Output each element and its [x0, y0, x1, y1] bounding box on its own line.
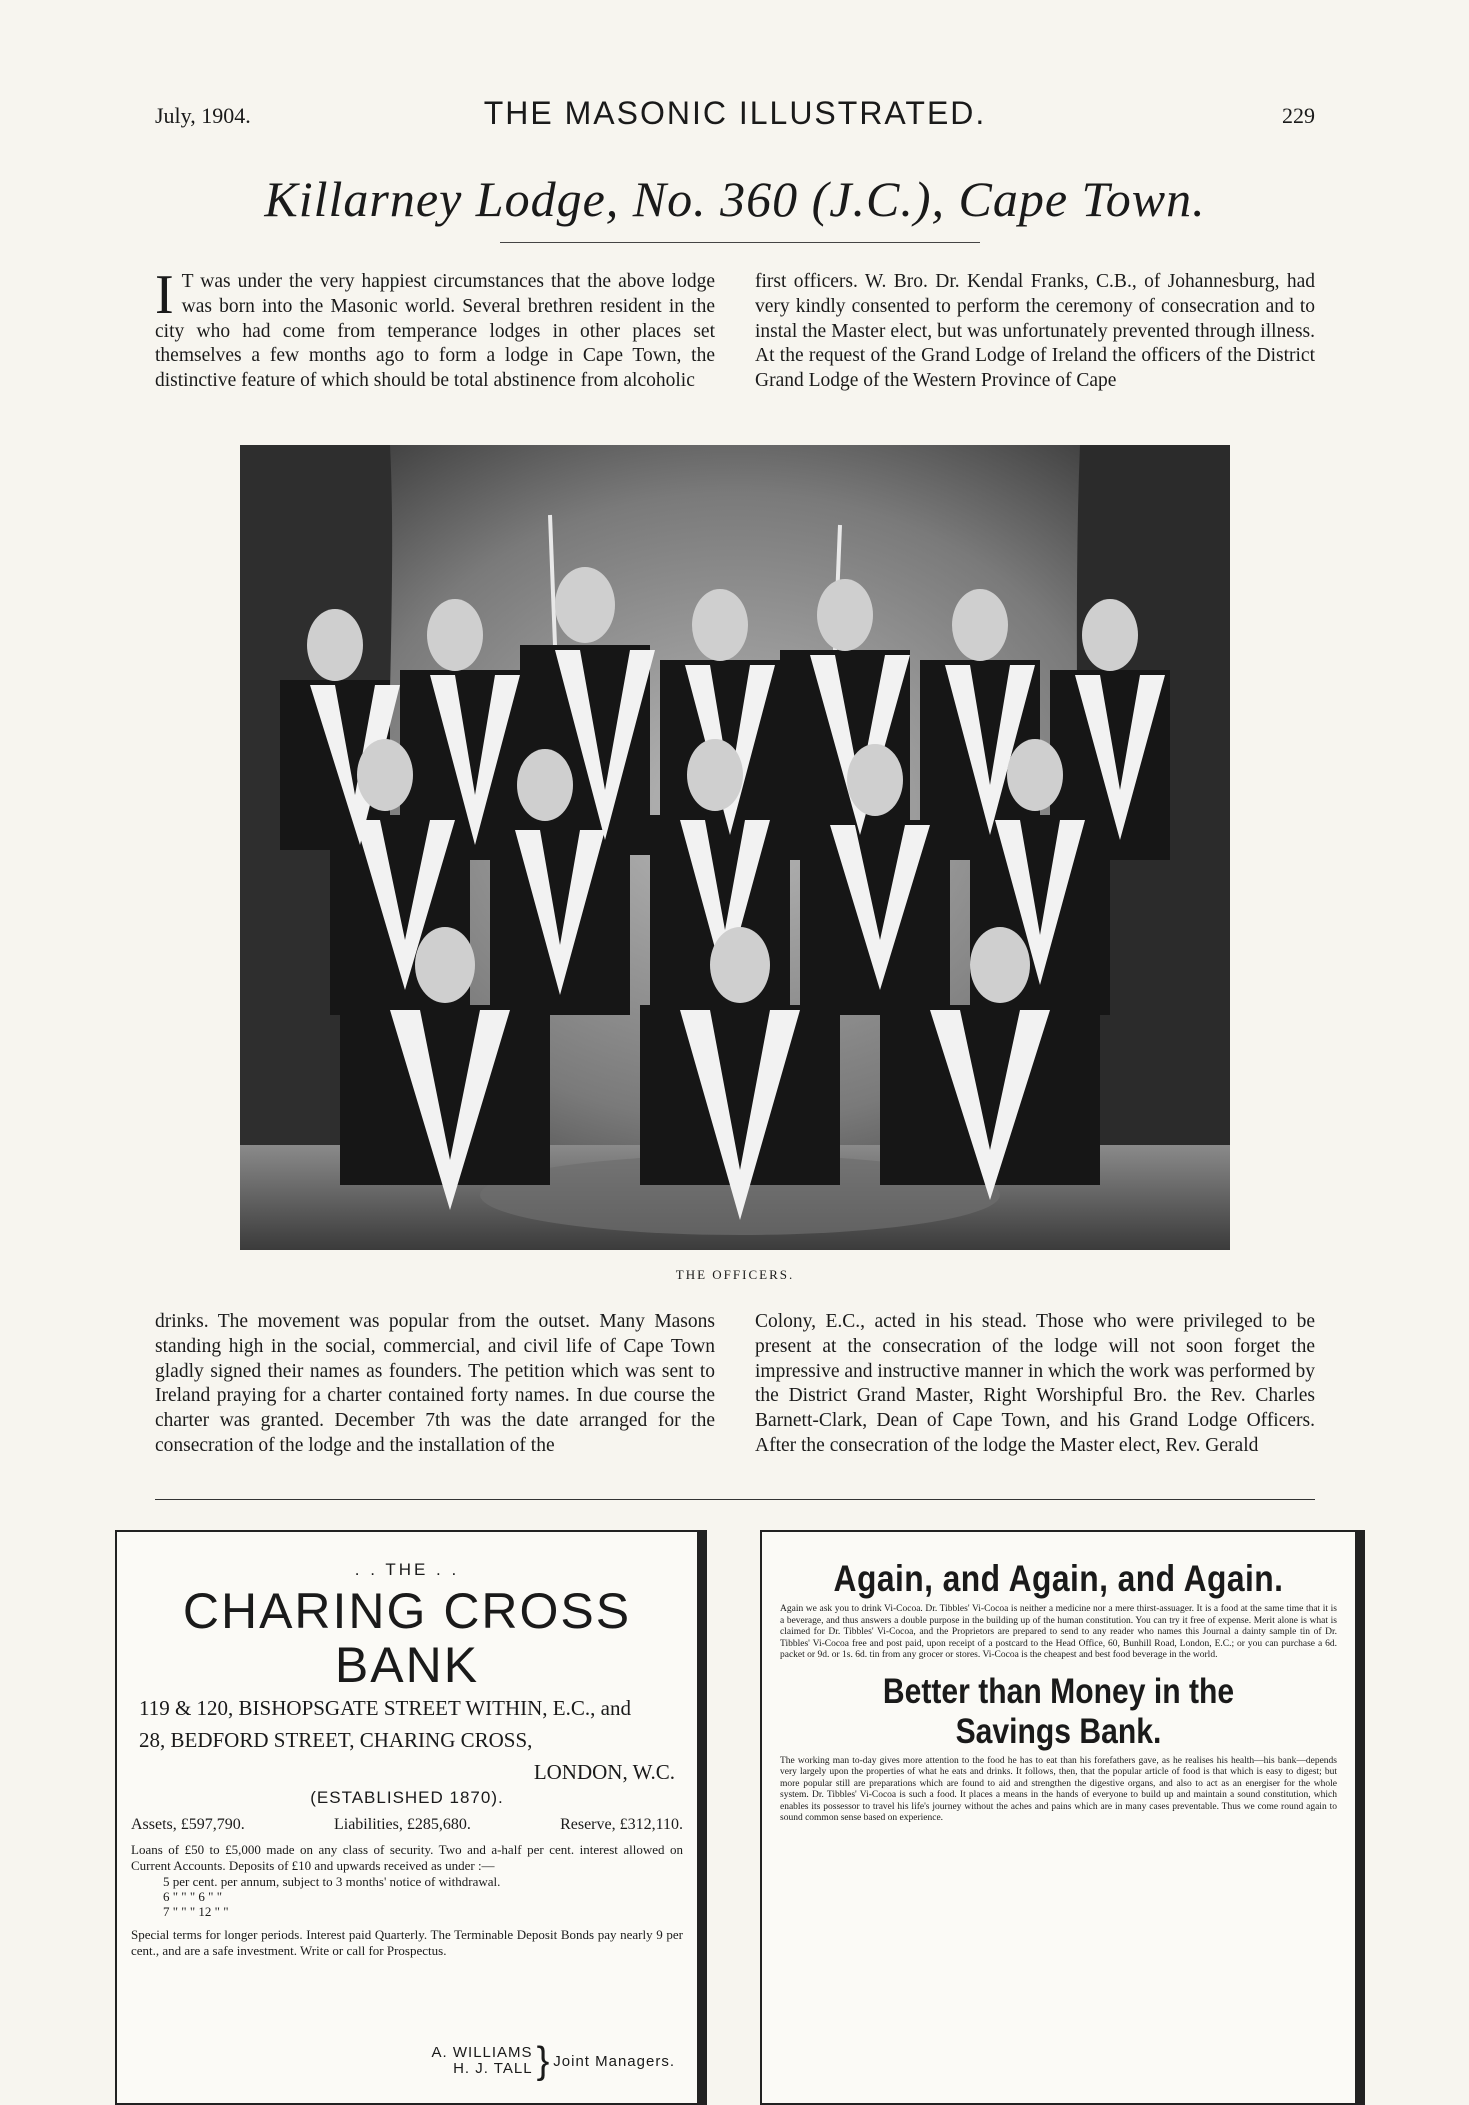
- article-column-3: drinks. The movement was popular from the outset. Many Masons standing high in the social, commercial, and civil life of Cape Town gladly signed their names as founders. The petition which was sent to Ireland praying for a charter contained forty names. In due course the charter was granted. December 7th was the date arranged for the consecration of the lodge and the installation of the: [155, 1311, 715, 1456]
- bank-special-terms: Special terms for longer periods. Interest paid Quarterly. The Terminable Deposit Bonds pay nearly 9 per cent., and are a safe investment. Write or call for Prospectus.: [131, 1927, 683, 1958]
- manager-2: H. J. TALL: [453, 2060, 533, 2077]
- article-column-2: first officers. W. Bro. Dr. Kendal Franks, C.B., of Johannesburg, had very kindly consented to perform the ceremony of consecration and to instal the Master elect, but was unfortunately prevented through illness. At the request of the Grand Lodge of Ireland the officers of the District Grand Lodge of the Western Province of Cape: [755, 271, 1315, 392]
- brace-glyph: }: [536, 2040, 550, 2082]
- bank-established: (ESTABLISHED 1870).: [310, 1788, 504, 1807]
- ad-heading-again: Again, and Again, and Again.: [833, 1558, 1284, 1599]
- issue-date: July, 1904.: [155, 103, 251, 128]
- manager-names: [432, 2045, 533, 2077]
- masthead: THE MASONIC ILLUSTRATED.: [483, 95, 987, 131]
- photo-caption: THE OFFICERS.: [675, 1267, 795, 1282]
- section-rule: [155, 1499, 1315, 1500]
- joint-managers-label: Joint Managers.: [553, 2052, 675, 2070]
- bank-reserve: Reserve, £312,110.: [560, 1816, 683, 1833]
- ad-text-savings: The working man to-day gives more attention to the food he has to eat than his forefathers gave, as he realises his health—his bank—depends very largely upon the properties of what he eats and drinks. It follows, then, that the popular article of food is that which is easy to digest; but more popular still are preparations which are found to aid and strengthen the digestive organs, and also to act as an energiser for the whole system. Dr. Tibbles' Vi-Cocoa is such a food. It places a means in the hands of everyone to build up and maintain a sound constitution, which enables its possessor to travel his life's journey without the aches and pains which are in many cases preventable. Thus we come round again to sound common sense based on experience.: [780, 1755, 1337, 1823]
- officers-group-photo: [240, 445, 1230, 1250]
- bank-loans-text: Loans of £50 to £5,000 made on any class of security. Two and a-half per cent. interest allowed on Current Accounts. Deposits of £10 and upwards received as under :—: [131, 1842, 683, 1873]
- title-rule: [500, 242, 980, 243]
- ad-text-again: Again we ask you to drink Vi-Cocoa. Dr. Tibbles' Vi-Cocoa is neither a medicine nor a mere thirst-assuager. It is a food at the same time that it is a beverage, and thus answers a double purpose in the building up of the human constitution. You can try it free of expense. Merit alone is what is claimed for Dr. Tibbles' Vi-Cocoa, and the Proprietors are prepared to send to any reader who names this Journal a dainty sample tin of Dr. Tibbles' Vi-Cocoa free and post paid, upon receipt of a postcard to the Head Office, 60, Bunhill Road, London, E.C.; or you can purchase a 6d. packet or 9d. or 1s. 6d. tin from any grocer or stores. Vi-Cocoa is the cheapest and best food beverage in the world.: [780, 1604, 1337, 1660]
- article-column-4: Colony, E.C., acted in his stead. Those who were privileged to be present at the consecration of the lodge will not soon forget the impressive and instructive manner in which the work was performed by the District Grand Master, Right Worshipful Bro. the Rev. Charles Barnett-Clark, Dean of Cape Town, and his Grand Lodge Officers. After the consecration of the lodge the Master elect, Rev. Gerald: [755, 1311, 1315, 1456]
- paragraph-text: T was under the very happiest circumstances that the above lodge was born into the Masonic world. Several brethren resident in the city who had come from temperance lodges in other places set themselves a few months ago to form a lodge in Cape Town, the distinctive feature of which should be total abstinence from alcoholic: [155, 271, 715, 392]
- bank-liabilities: Liabilities, £285,680.: [333, 1816, 471, 1833]
- drop-cap: I: [155, 264, 174, 326]
- charing-cross-bank-ad: [115, 1530, 707, 2105]
- bank-financials: [117, 1816, 697, 1834]
- bank-assets: Assets, £597,790.: [131, 1816, 245, 1833]
- manager-1: A. WILLIAMS: [431, 2044, 533, 2061]
- article-title: Killarney Lodge, No. 360 (J.C.), Cape Town.: [264, 171, 1206, 227]
- bank-address-2: 28, BEDFORD STREET, CHARING CROSS,: [139, 1728, 533, 1752]
- ad-heading-better: [804, 1672, 1314, 1752]
- bank-rate-1: 5 per cent. per annum, subject to 3 months' notice of withdrawal.: [163, 1874, 501, 1889]
- page-number: 229: [1282, 103, 1315, 128]
- photo-illustration: [240, 445, 1230, 1250]
- ad-heading-better-line-2: Savings Bank.: [955, 1711, 1162, 1751]
- ad-heading-better-line-1: Better than Money in the: [882, 1671, 1235, 1711]
- article-column-1: [155, 264, 715, 394]
- bank-rate-2: 6 " " " 6 " ": [163, 1889, 223, 1904]
- bank-rate-3: 7 " " " 12 " ": [163, 1904, 229, 1919]
- bank-managers: [431, 2040, 675, 2082]
- ad-the-label: . . THE . .: [354, 1560, 460, 1579]
- bank-name: CHARING CROSS BANK: [182, 1583, 632, 1693]
- vi-cocoa-ad: [760, 1530, 1365, 2105]
- bank-address-1: 119 & 120, BISHOPSGATE STREET WITHIN, E.C., and: [139, 1696, 631, 1720]
- bank-address-3: LONDON, W.C.: [533, 1760, 675, 1784]
- page-header: [155, 95, 1315, 135]
